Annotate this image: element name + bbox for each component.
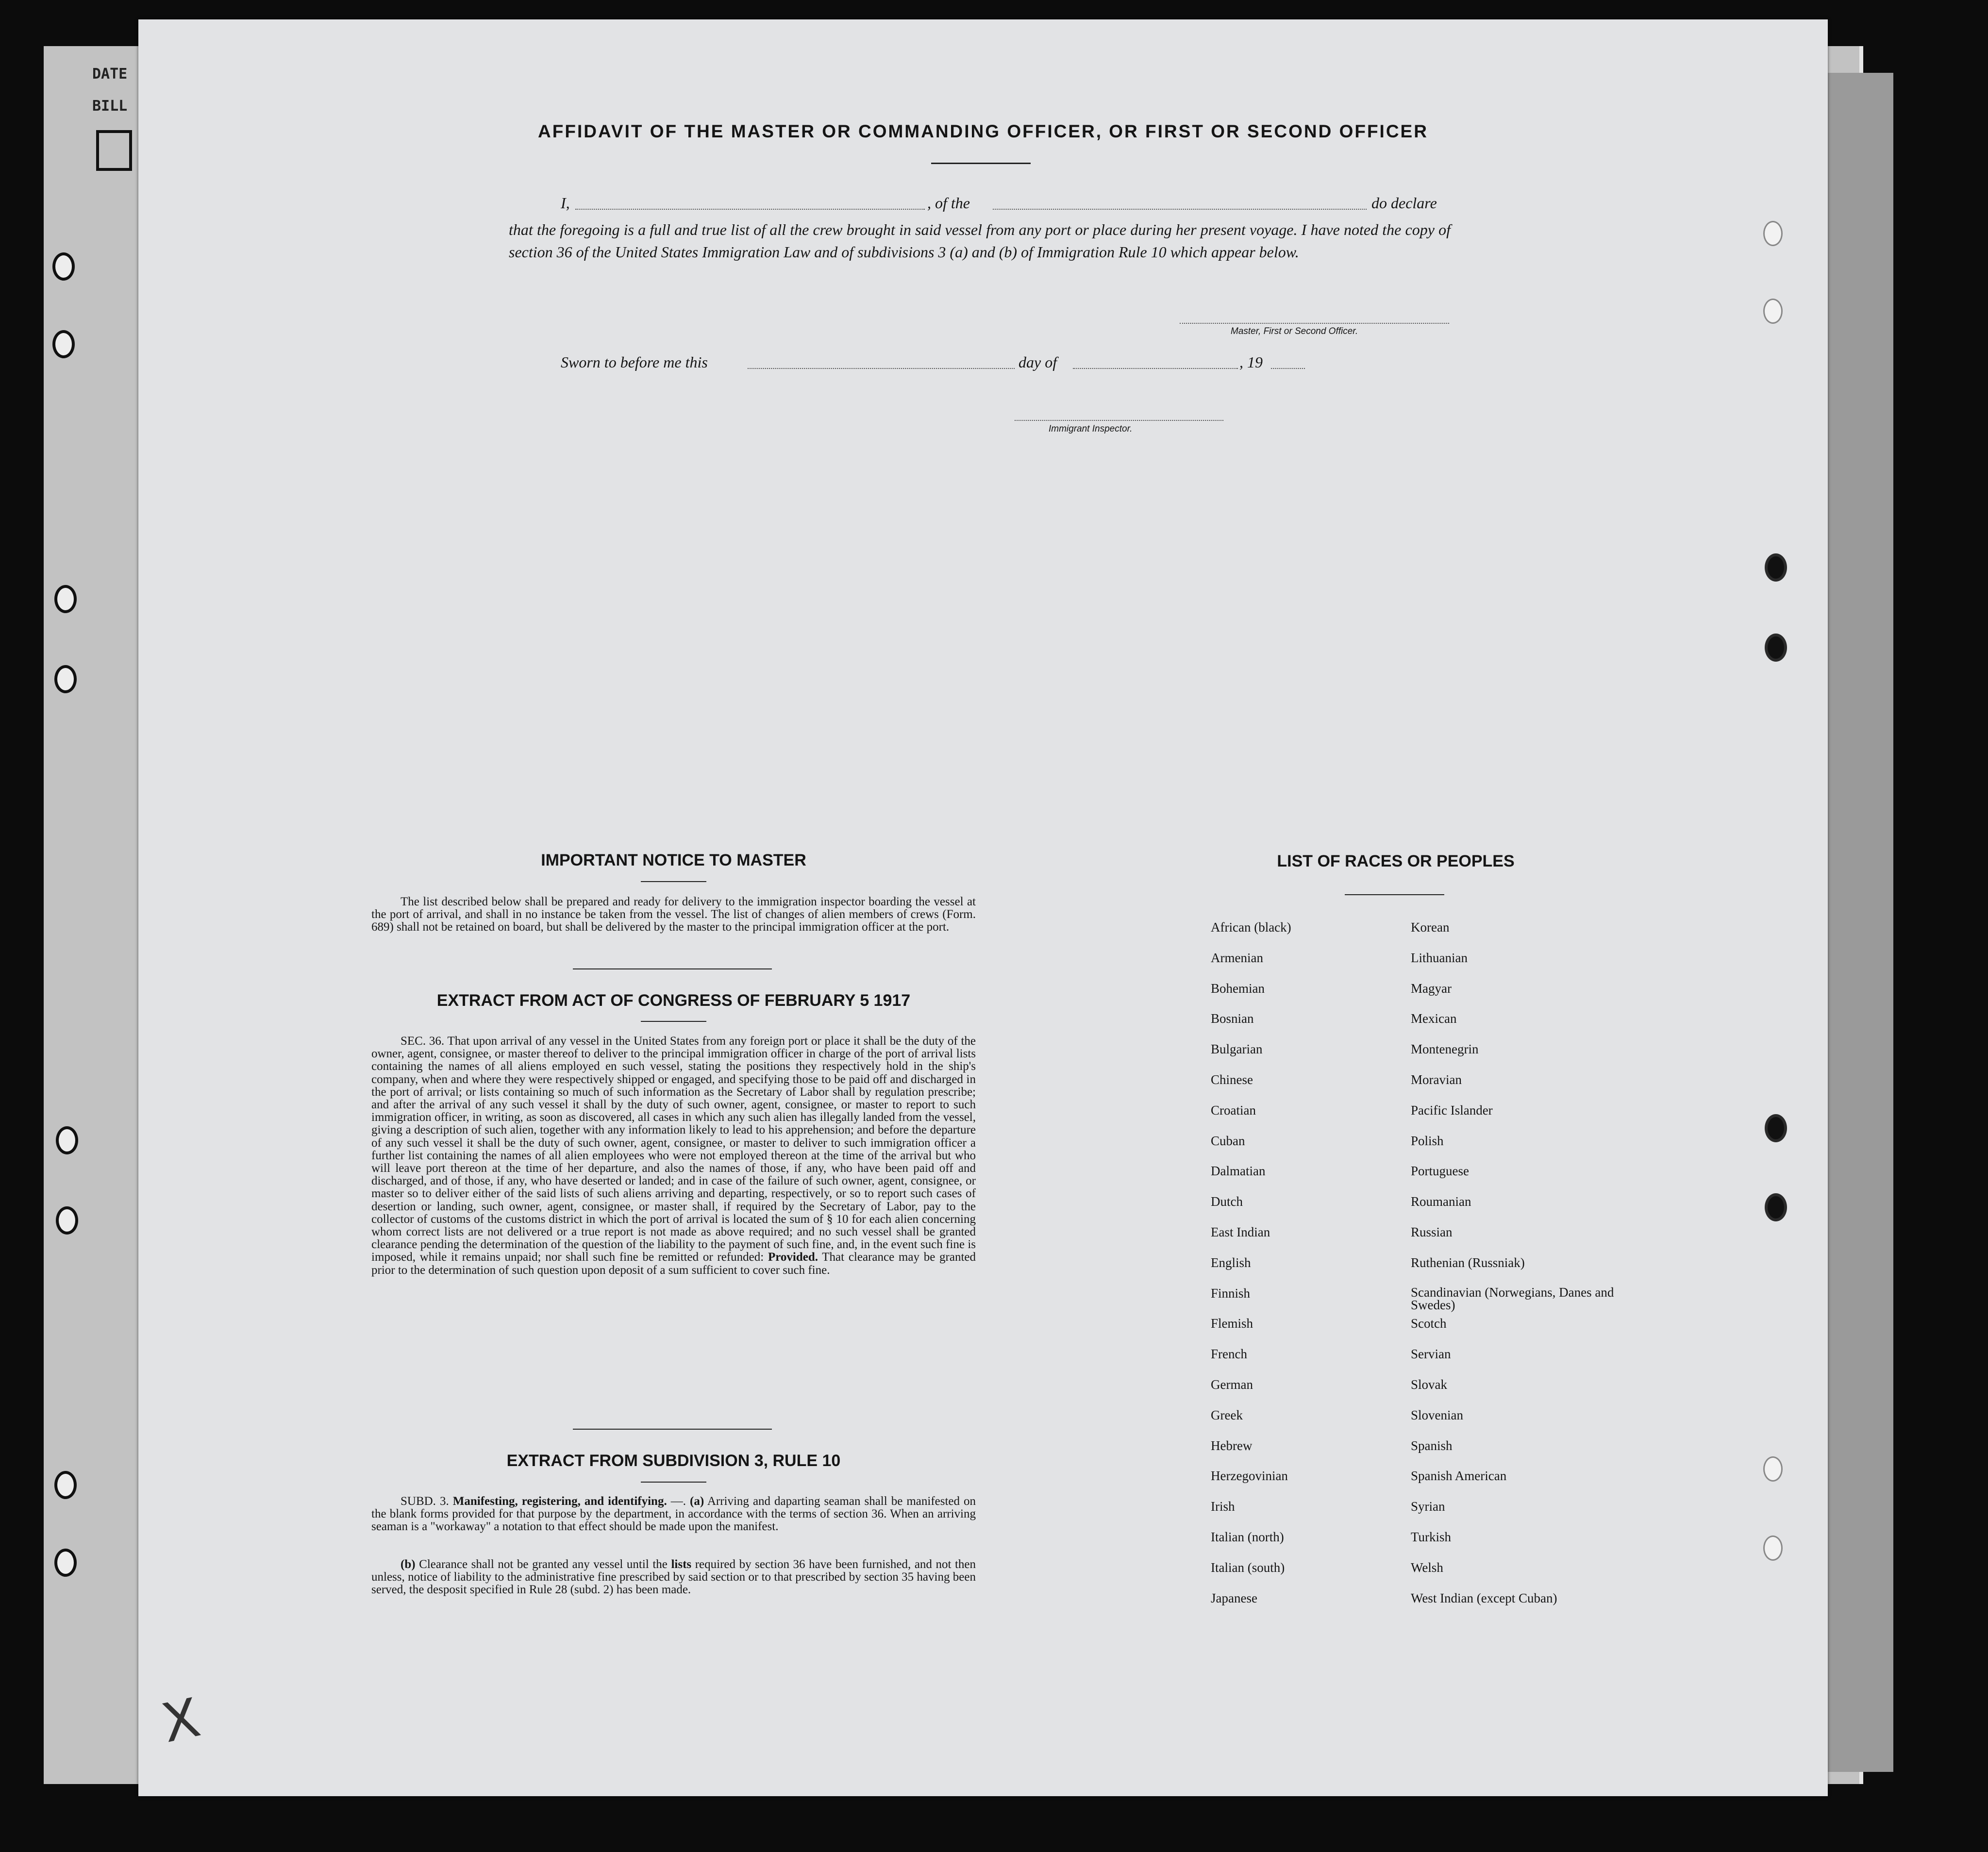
rule-para-b (371, 1558, 976, 1597)
section-divider (573, 968, 772, 969)
subd-heading: Manifesting, registering, and identifying. (452, 1495, 667, 1508)
race-item: Pacific Islander (1411, 1102, 1493, 1118)
subd-dash: — (670, 1495, 683, 1508)
sworn-year-field (1271, 368, 1305, 369)
race-item: French (1211, 1347, 1247, 1362)
binding-hole (52, 330, 75, 358)
para-b-label: (b) (401, 1558, 416, 1571)
race-item: Polish (1411, 1133, 1444, 1148)
margin-mark: X (156, 1686, 205, 1755)
race-item: Hebrew (1211, 1438, 1253, 1453)
race-item: Korean (1411, 920, 1450, 934)
affidavit-title: AFFIDAVIT OF THE MASTER OR COMMANDING OFFICER, OR FIRST OR SECOND OFFICER (538, 121, 1428, 141)
binding-hole (54, 1549, 77, 1577)
race-item: Mexican (1411, 1011, 1457, 1026)
title-underline (931, 163, 1031, 164)
binding-hole (1765, 634, 1787, 662)
binding-hole (1765, 553, 1787, 582)
race-item: Slovenian (1411, 1407, 1463, 1422)
race-item: English (1211, 1255, 1251, 1270)
race-item: Dutch (1211, 1194, 1243, 1209)
race-item: Montenegrin (1411, 1042, 1479, 1057)
binding-hole (1763, 299, 1783, 324)
binding-hole (52, 252, 75, 281)
race-item: Bulgarian (1211, 1042, 1263, 1057)
master-name-field (575, 209, 925, 210)
left-strip-box (96, 130, 132, 171)
race-item: Russian (1411, 1224, 1453, 1239)
notice-title: IMPORTANT NOTICE TO MASTER (541, 851, 806, 869)
race-item: German (1211, 1377, 1253, 1392)
race-item: Welsh (1411, 1560, 1443, 1575)
sworn-month-field (1073, 368, 1238, 369)
binding-hole (1763, 1456, 1783, 1482)
race-item: Flemish (1211, 1316, 1253, 1331)
race-item: Bohemian (1211, 981, 1265, 996)
binding-hole (54, 1471, 77, 1499)
section-divider (573, 1429, 772, 1430)
inspector-signature-line (1015, 420, 1223, 421)
officer-signature-caption: Master, First or Second Officer. (1231, 326, 1358, 336)
race-item: Japanese (1211, 1590, 1257, 1605)
left-strip-bill: BILL (92, 98, 128, 115)
race-item: Lithuanian (1411, 950, 1468, 965)
binding-hole (54, 585, 77, 613)
race-item: Cuban (1211, 1133, 1245, 1148)
binding-hole (1763, 1535, 1783, 1561)
act-title: EXTRACT FROM ACT OF CONGRESS OF FEBRUARY 5 1917 (436, 991, 911, 1010)
act-body-main: SEC. 36. That upon arrival of any vessel in the United States from any foreign port or place it shall be the duty of the owner, agent, consignee, or master thereof to deliver to the principal immigration officer in charge of the port of arrival lists containing the names of all aliens employed en such vessel, stating the positions they respectively hold in the ship's company, when and where they were respectively shipped or engaged, and specifying those to be paid off and discharged in the port of arrival; or lists containing so much of such information as the Secretary of Labor shall by regulation prescribe; and after the arrival of any such vessel it shall by the duty of such owner, agent, consignee, or master to report to such immigration officer, in writing, as soon as discovered, all cases in which any such alien has illegally landed from the vessel, giving a description of such alien, together with any information likely to lead to his apprehension; and before the departure of any such vessel it shall be the duty of such owner, agent, consignee, or master to deliver to such immigration officer a further list containing the names of all alien employees who were not employed thereon at the time of the arrival but who will leave port thereon at the time of her departure, and also the names of those, if any, who have been paid off and discharged, and of those, if any, who have deserted or landed; and in case of the failure of such owner, agent, consignee, or master so to deliver either of the said lists of such aliens arriving and departing, respectively, or so to report such cases of desertion or landing, such owner, agent, consignee, or master shall, if required by the Secretary of Labor, pay to the collector of customs of the customs district in which the port of arrival is located the sum of § 10 for each alien concerning whom correct lists are not delivered or a true report is not made as above required; and no such vessel shall be granted clearance pending the determination of the question of the liability to the payment of such fine, and, in the event such fine is imposed, while it remains unpaid; nor shall such fine be remitted or refunded: (371, 1034, 976, 1264)
binding-hole (1763, 221, 1783, 246)
officer-signature-line (1180, 323, 1449, 324)
race-item: Moravian (1411, 1072, 1462, 1087)
race-item: Spanish (1411, 1438, 1453, 1453)
race-item: Magyar (1411, 981, 1452, 996)
races-left-column (1211, 920, 1386, 1621)
subd-prefix: SUBD. 3. (401, 1495, 449, 1508)
sworn-day-of: day of (1019, 353, 1057, 371)
act-body (371, 1035, 976, 1277)
race-item: Armenian (1211, 950, 1263, 965)
act-body-tail: That clearance may be granted prior to the determination of such question upon deposit of a sum sufficient to cover such fine. (371, 1251, 976, 1277)
race-item: Finnish (1211, 1285, 1251, 1301)
sworn-year: , 19 (1239, 353, 1263, 371)
left-strip-date: DATE (92, 66, 128, 83)
race-item: Greek (1211, 1407, 1243, 1422)
race-item: Herzegovinian (1211, 1468, 1288, 1484)
binding-hole (1765, 1193, 1787, 1221)
races-right-column (1411, 920, 1615, 1621)
notice-body: The list described below shall be prepared and ready for delivery to the immigration inspector boarding the vessel at the port of arrival, and shall in no instance be taken from the vessel. The list of changes of alien members of crews (Form. 689) shall not be retained on board, but shall be delivered by the master to the principal immigration officer at the port. (371, 895, 976, 934)
binding-hole (54, 665, 77, 693)
para-b-text-2: required by section 36 have been furnished, and not then unless, notice of liability to the administrative fine prescribed by said section or to that prescribed by section 35 having been served, the desposit specified in Rule 28 (subd. 2) has been made. (371, 1558, 976, 1597)
races-underline (1345, 894, 1444, 895)
race-item: Spanish American (1411, 1468, 1507, 1484)
race-item: West Indian (except Cuban) (1411, 1590, 1557, 1605)
rule-title: EXTRACT FROM SUBDIVISION 3, RULE 10 (506, 1452, 841, 1470)
binding-hole (1765, 1114, 1787, 1142)
races-title: LIST OF RACES OR PEOPLES (1277, 852, 1515, 870)
race-item: Scotch (1411, 1316, 1447, 1331)
race-item: Croatian (1211, 1102, 1256, 1118)
race-item: Dalmatian (1211, 1164, 1266, 1179)
race-item: Italian (south) (1211, 1560, 1285, 1575)
race-item: Portuguese (1411, 1164, 1469, 1179)
vessel-name-field (993, 209, 1367, 210)
affidavit-body: that the foregoing is a full and true list of all the crew brought in said vessel from any port or place during her present voyage. I have noted the copy of section 36 of the United States Immigration Law and of subdivisions 3 (a) and (b) of Immigration Rule 10 which appear below. (509, 221, 1451, 261)
affidavit-do-declare: do declare (1371, 194, 1437, 212)
sworn-day-field (748, 368, 1015, 369)
race-item: Bosnian (1211, 1011, 1254, 1026)
race-item: Servian (1411, 1347, 1451, 1362)
race-item: African (black) (1211, 920, 1291, 934)
race-item: Slovak (1411, 1377, 1448, 1392)
para-b-lists: lists (671, 1558, 692, 1571)
notice-underline (641, 881, 706, 882)
race-item: Roumanian (1411, 1194, 1471, 1209)
inspector-caption: Immigrant Inspector. (1049, 424, 1133, 434)
affidavit-i: I, (561, 194, 570, 212)
race-item: Syrian (1411, 1499, 1445, 1514)
race-item: Scandinavian (Norwegians, Danes and Swedes) (1411, 1285, 1614, 1312)
binding-hole (56, 1126, 78, 1154)
race-item: Chinese (1211, 1072, 1253, 1087)
act-underline (641, 1021, 706, 1022)
rule-para-a: SUBD. 3. Manifesting, registering, and identifying. —. (a) Arriving and daparting seaman shall be manifested on the blank forms provided for that purpose by the department, in accordance with the terms of section 36. When an arriving seaman is a "workaway" a notation to that effect should be made upon the manifest. (371, 1495, 976, 1534)
rule-underline (641, 1482, 706, 1483)
act-provided: Provided. (768, 1251, 818, 1264)
race-item: East Indian (1211, 1224, 1270, 1239)
race-item: Irish (1211, 1499, 1235, 1514)
para-b-text-1: Clearance shall not be granted any vessel until the (419, 1558, 668, 1571)
affidavit-of-the: , of the (927, 194, 970, 212)
sworn-prefix: Sworn to before me this (561, 353, 708, 371)
left-strip-labels (92, 58, 127, 122)
binding-hole (56, 1206, 78, 1235)
para-a-label: (a) (690, 1495, 704, 1508)
race-item: Italian (north) (1211, 1529, 1284, 1544)
race-item: Ruthenian (Russniak) (1411, 1255, 1525, 1270)
para-a-text: Arriving and daparting seaman shall be manifested on the blank forms provided for that purpose by the department, in accordance with the terms of section 36. When an arriving seaman is a "workaway" a notation to that effect should be made upon the manifest. (371, 1495, 976, 1534)
race-item: Turkish (1411, 1529, 1452, 1544)
